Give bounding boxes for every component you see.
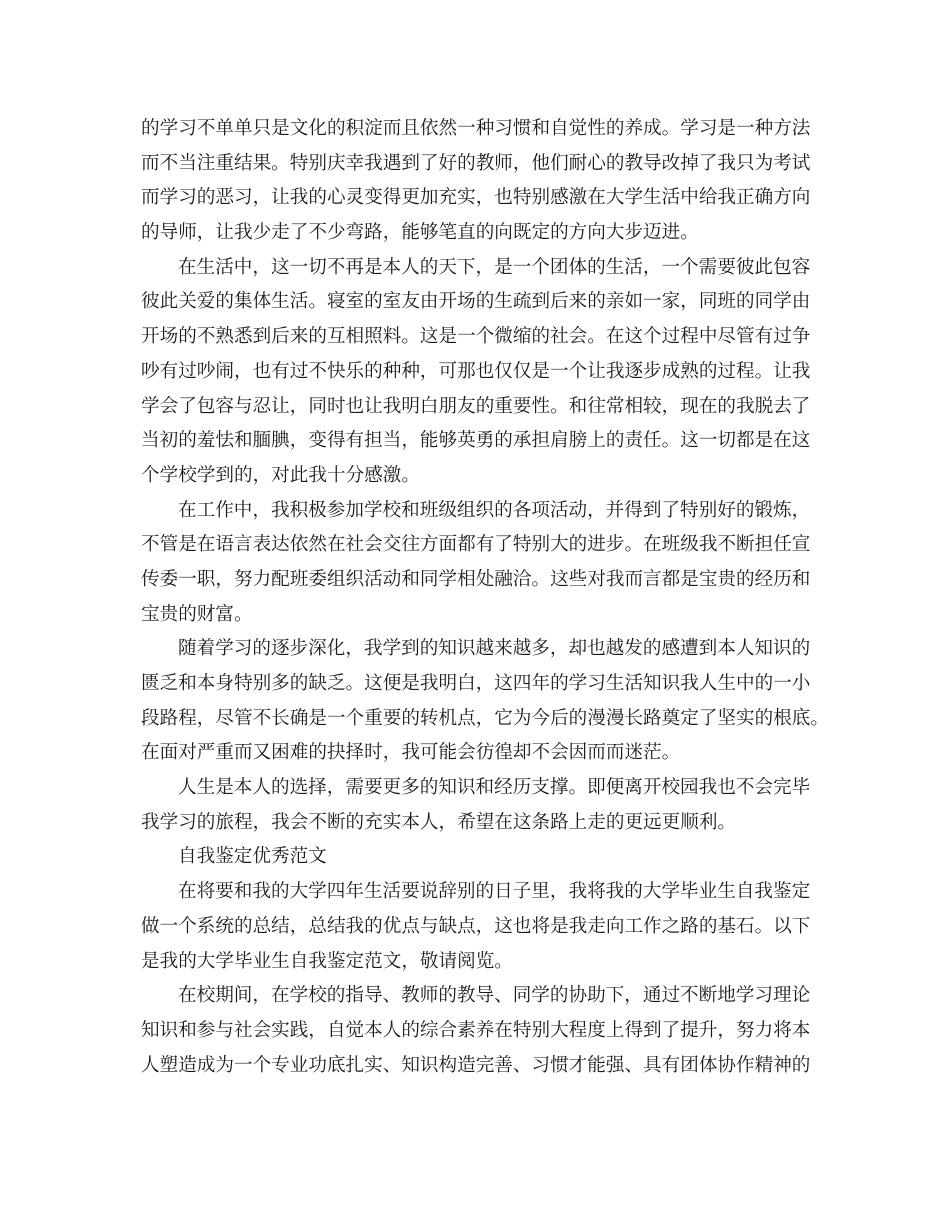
- text-line: 是我的大学毕业生自我鉴定范文，敬请阅览。: [141, 950, 513, 972]
- text-line: 人塑造成为一个专业功底扎实、知识构造完善、习惯才能强、具有团体协作精神的: [141, 1054, 811, 1076]
- paragraph-life: [141, 251, 813, 494]
- paragraph-choice: [141, 771, 813, 840]
- text-line: 传委一职，努力配班委组织活动和同学相处融洽。这些对我而言都是宝贵的经历和: [141, 568, 811, 590]
- text-line: 个学校学到的，对此我十分感激。: [141, 464, 420, 486]
- text-line: 我学习的旅程，我会不断的充实本人，希望在这条路上走的更远更顺利。: [141, 811, 737, 833]
- document-body: [141, 112, 829, 1083]
- text-line: 开场的不熟悉到后来的互相照料。这是一个微缩的社会。在这个过程中尽管有过争: [141, 326, 811, 348]
- text-line: 吵有过吵闹，也有过不快乐的种种，可那也仅仅是一个让我逐步成熟的过程。让我: [141, 360, 811, 382]
- text-line: 知识和参与社会实践，自觉本人的综合素养在特别大程度上得到了提升，努力将本: [141, 1019, 811, 1041]
- text-line: 宝贵的财富。: [141, 603, 253, 625]
- text-line: 当初的羞怯和腼腆，变得有担当，能够英勇的承担肩膀上的责任。这一切都是在这: [141, 430, 811, 452]
- text-line: 的学习不单单只是文化的积淀而且依然一种习惯和自觉性的养成。学习是一种方法: [141, 118, 811, 139]
- text-line: 而学习的恶习，让我的心灵变得更加充实，也特别感激在大学生活中给我正确方向: [141, 187, 811, 209]
- text-line: 在工作中，我积极参加学校和班级组织的各项活动，并得到了特别好的锻炼，: [178, 499, 811, 521]
- text-line: 而不当注重结果。特别庆幸我遇到了好的教师，他们耐心的教导改掉了我只为考试: [141, 152, 811, 174]
- text-line: 的导师，让我少走了不少弯路，能够笔直的向既定的方向大步迈进。: [141, 222, 699, 244]
- text-line: 在校期间，在学校的指导、教师的教导、同学的协助下，通过不断地学习理论: [178, 985, 811, 1007]
- text-line: 学会了包容与忍让，同时也让我明白朋友的重要性。和往常相较，现在的我脱去了: [141, 395, 811, 417]
- paragraph-deepening: [141, 632, 829, 771]
- text-line: 在生活中，这一切不再是本人的天下，是一个团体的生活，一个需要彼此包容: [178, 256, 811, 278]
- text-line: 不管是在语言表达依然在社会交往方面都有了特别大的进步。在班级我不断担任宣: [141, 534, 811, 556]
- text-line: 在将要和我的大学四年生活要说辞别的日子里，我将我的大学毕业生自我鉴定: [178, 881, 811, 903]
- text-line: 做一个系统的总结，总结我的优点与缺点，这也将是我走向工作之路的基石。以下: [141, 915, 811, 937]
- section-heading: [141, 840, 813, 875]
- paragraph-school-period: [141, 979, 813, 1083]
- text-line: 段路程，尽管不长确是一个重要的转机点，它为今后的漫漫长路奠定了坚实的根底。: [141, 707, 829, 729]
- text-line: 随着学习的逐步深化，我学到的知识越来越多，却也越发的感遭到本人知识的: [178, 638, 811, 660]
- text-line: 自我鉴定优秀范文: [178, 846, 327, 868]
- paragraph-work: [141, 494, 813, 633]
- paragraph-intro: [141, 875, 813, 979]
- text-line: 在面对严重而又困难的抉择时，我可能会彷徨却不会因而而迷茫。: [141, 742, 681, 764]
- text-line: 人生是本人的选择，需要更多的知识和经历支撑。即便离开校园我也不会完毕: [178, 777, 811, 799]
- paragraph-study-continued: [141, 112, 813, 251]
- text-line: 彼此关爱的集体生活。寝室的室友由开场的生疏到后来的亲如一家，同班的同学由: [141, 291, 811, 313]
- text-line: 匮乏和本身特别多的缺乏。这便是我明白，这四年的学习生活知识我人生中的一小: [141, 673, 811, 694]
